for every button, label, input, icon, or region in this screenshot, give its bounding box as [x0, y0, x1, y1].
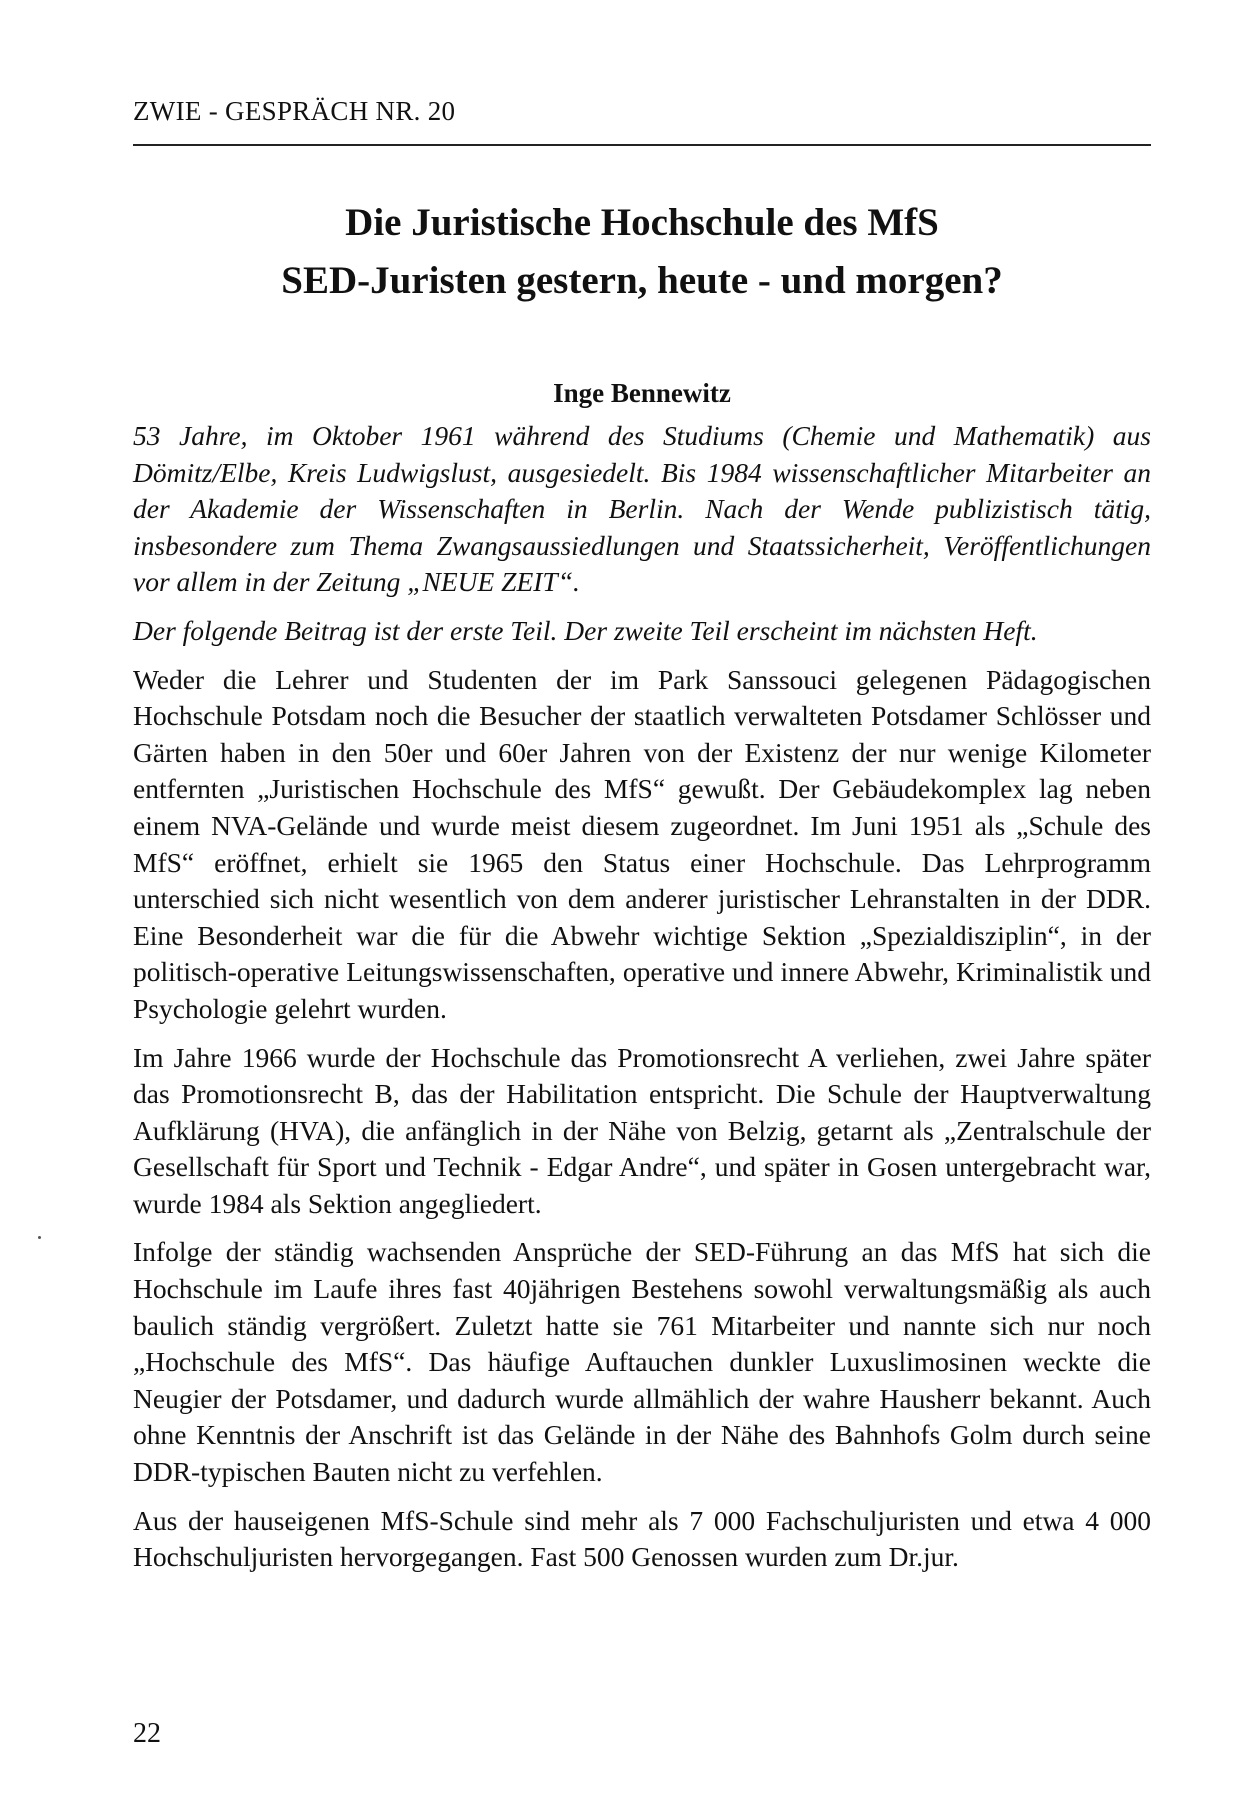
- body-paragraph: Aus der hauseigenen MfS-Schule sind mehr als 7 000 Fachschuljuristen und etwa 4 000 Hochschuljuristen hervorgegangen. Fast 500 Genossen wurden zum Dr.jur.: [133, 1504, 1151, 1573]
- scan-speck: [38, 1236, 41, 1239]
- article-body: [133, 418, 1151, 1588]
- body-paragraph: Infolge der ständig wachsenden Ansprüche der SED-Führung an das MfS hat sich die Hochschule im Laufe ihres fast 40jährigen Bestehens sowohl verwaltungsmäßig als auch baulich ständig vergrößert. Zuletzt hatte sie 761 Mitarbeiter und nannte sich nur noch „Hochschule des MfS“. Das häufige Auftauchen dunkler Luxuslimosinen weckte die Neugier der Potsdamer, und dadurch wurde allmählich der wahre Hausherr bekannt. Auch ohne Kenntnis der Anschrift ist das Gelände in der Nähe des Bahnhofs Golm durch seine DDR-typischen Bauten nicht zu verfehlen.: [133, 1236, 1151, 1488]
- running-title: ZWIE - GESPRÄCH NR. 20: [133, 96, 456, 126]
- page-number: 22: [133, 1718, 161, 1749]
- article-title-line-1: Die Juristische Hochschule des MfS: [345, 201, 939, 244]
- body-paragraph: Weder die Lehrer und Studenten der im Park Sanssouci gelegenen Pädagogischen Hochschule Potsdam noch die Besucher der staatlich verwalteten Potsdamer Schlösser und Gärten haben in den 50er und 60er Jahren von der Existenz der nur wenige Kilometer entfernten „Juristischen Hochschule des MfS“ gewußt. Der Gebäudekomplex lag neben einem NVA-Gelände und wurde meist diesem zugeordnet. Im Juni 1951 als „Schule des MfS“ eröffnet, erhielt sie 1965 den Status einer Hochschule. Das Lehrprogramm unterschied sich nicht wesentlich von dem anderer juristischer Lehranstalten in der DDR. Eine Besonderheit war die für die Abwehr wichtige Sektion „Spezialdisziplin“, in der politisch-operative Leitungswissenschaften, operative und innere Abwehr, Kriminalistik und Psychologie gelehrt wurden.: [133, 663, 1151, 1024]
- author-bio: 53 Jahre, im Oktober 1961 während des Studiums (Chemie und Mathematik) aus Dömitz/Elbe, Kreis Ludwigslust, ausgesiedelt. Bis 1984 wissenschaftlicher Mitarbeiter an der Akademie der Wissenschaften in Berlin. Nach der Wende publizistisch tätig, insbesondere zum Thema Zwangsaussiedlungen und Staatssicherheit, Veröffentlichungen vor allem in der Zeitung „NEUE ZEIT“.: [133, 420, 1151, 598]
- article-title-line-2: SED-Juristen gestern, heute - und morgen?: [281, 259, 1003, 302]
- article-author: Inge Bennewitz: [553, 378, 731, 408]
- article-title: [133, 194, 1151, 310]
- editor-note: Der folgende Beitrag ist der erste Teil. Der zweite Teil erscheint im nächsten Heft.: [133, 614, 1038, 646]
- body-paragraph: Im Jahre 1966 wurde der Hochschule das Promotionsrecht A verliehen, zwei Jahre später das Promotionsrecht B, das der Habilitation entspricht. Die Schule der Hauptverwaltung Aufklärung (HVA), die anfänglich in der Nähe von Belzig, getarnt als „Zentralschule der Gesellschaft für Sport und Technik - Edgar Andre“, und später in Gosen untergebracht war, wurde 1984 als Sektion angegliedert.: [133, 1041, 1151, 1219]
- running-header: [133, 96, 1151, 146]
